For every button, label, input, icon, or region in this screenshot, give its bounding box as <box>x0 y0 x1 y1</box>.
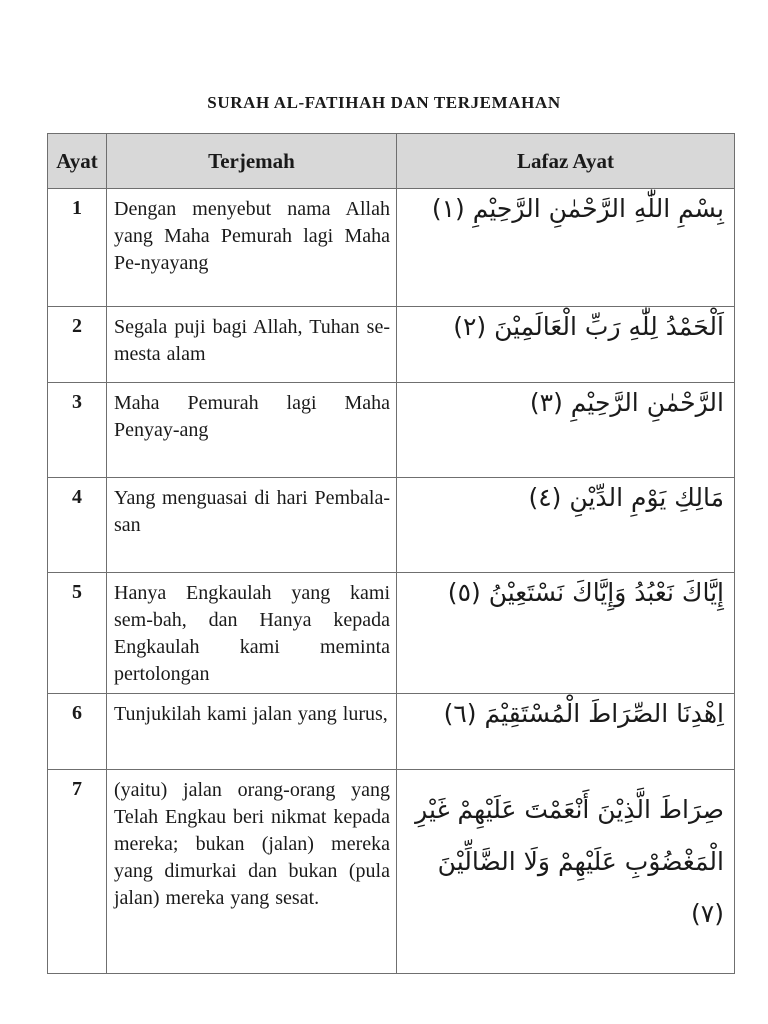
table-row <box>48 383 735 478</box>
ayat-number: 3 <box>48 383 107 478</box>
ayat-number: 7 <box>48 770 107 974</box>
lafaz-arabic: بِسْمِ اللّٰهِ الرَّحْمٰنِ الرَّحِيْمِ (١) <box>397 189 735 307</box>
terjemah-text: Yang menguasai di hari Pembala-san <box>107 478 397 573</box>
table-header-row <box>48 134 735 189</box>
ayat-number: 4 <box>48 478 107 573</box>
terjemah-text: (yaitu) jalan orang-orang yang Telah Engkau beri nikmat kepada mereka; bukan (jalan) mereka yang dimurkai dan bukan (pula jalan) mereka yang sesat. <box>107 770 397 974</box>
table-row <box>48 189 735 307</box>
terjemah-text: Segala puji bagi Allah, Tuhan se-mesta alam <box>107 307 397 383</box>
table-row <box>48 694 735 770</box>
table-row <box>48 307 735 383</box>
table-row <box>48 770 735 974</box>
header-terjemah: Terjemah <box>107 134 397 189</box>
lafaz-arabic: صِرَاطَ الَّذِيْنَ أَنْعَمْتَ عَلَيْهِمْ غَيْرِ الْمَغْضُوْبِ عَلَيْهِمْ وَلَا الضَّالِّيْنَ (٧) <box>397 770 735 974</box>
table-row <box>48 573 735 694</box>
lafaz-arabic: مَالِكِ يَوْمِ الدِّيْنِ (٤) <box>397 478 735 573</box>
lafaz-arabic: اِهْدِنَا الصِّرَاطَ الْمُسْتَقِيْمَ (٦) <box>397 694 735 770</box>
ayat-number: 1 <box>48 189 107 307</box>
ayat-number: 5 <box>48 573 107 694</box>
table-row <box>48 478 735 573</box>
terjemah-text: Hanya Engkaulah yang kami sem-bah, dan Hanya kepada Engkaulah kami meminta pertolongan <box>107 573 397 694</box>
lafaz-arabic: الرَّحْمٰنِ الرَّحِيْمِ (٣) <box>397 383 735 478</box>
terjemah-text: Dengan menyebut nama Allah yang Maha Pemurah lagi Maha Pe-nyayang <box>107 189 397 307</box>
header-lafaz-ayat: Lafaz Ayat <box>397 134 735 189</box>
lafaz-arabic: إِيَّاكَ نَعْبُدُ وَإِيَّاكَ نَسْتَعِيْنُ (٥) <box>397 573 735 694</box>
lafaz-arabic: اَلْحَمْدُ لِلّٰهِ رَبِّ الْعَالَمِيْنَ (٢) <box>397 307 735 383</box>
surah-table <box>47 133 735 974</box>
ayat-number: 6 <box>48 694 107 770</box>
terjemah-text: Tunjukilah kami jalan yang lurus, <box>107 694 397 770</box>
ayat-number: 2 <box>48 307 107 383</box>
document-title: SURAH AL-FATIHAH DAN TERJEMAHAN <box>207 93 561 112</box>
terjemah-text: Maha Pemurah lagi Maha Penyay-ang <box>107 383 397 478</box>
header-ayat: Ayat <box>48 134 107 189</box>
